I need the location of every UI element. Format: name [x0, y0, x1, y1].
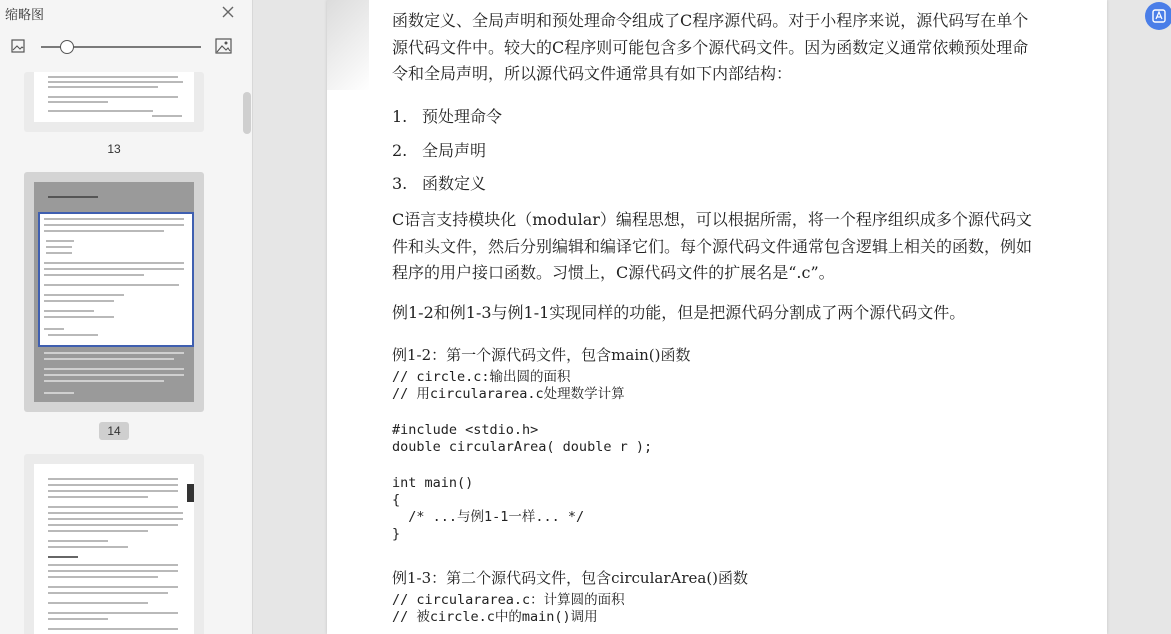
code-line: #include <stdio.h>	[392, 422, 539, 438]
code-line: {	[392, 492, 401, 508]
list-item	[392, 104, 502, 127]
list-text: 预处理命令	[422, 107, 503, 126]
thumbnail-image	[34, 72, 194, 122]
thumbnail-page-15[interactable]	[24, 454, 204, 634]
code-line: /* ...与例1-1一样... */	[392, 509, 585, 525]
code-line: int main()	[392, 475, 474, 491]
list-number: 1.	[392, 107, 408, 126]
example-2-caption: 例1-2：第一个源代码文件，包含main()函数	[392, 346, 691, 364]
large-image-icon[interactable]	[215, 38, 232, 54]
example-3-caption: 例1-3：第二个源代码文件，包含circularArea()函数	[392, 569, 749, 587]
sidebar-scrollbar[interactable]	[243, 92, 251, 134]
intro-paragraph: 函数定义、全局声明和预处理命令组成了C程序源代码。对于小程序来说，源代码写在单个源代码文件中。较大的C程序则可能包含多个源代码文件。因为函数定义通常依赖预处理命令和全局声明，所以源代码文件通常具有如下内部结构：	[392, 11, 1029, 83]
thumbnail-label: 14	[99, 422, 129, 440]
code-line: // 被circle.c中的main()调用	[392, 609, 598, 625]
thumbnail-list	[0, 72, 240, 634]
modular-paragraph: C语言支持模块化（modular）编程思想，可以根据所需，将一个程序组织成多个源代码文件和头文件，然后分别编辑和编译它们。每个源代码文件通常包含逻辑上相关的函数，例如程序的用户接口函数。习惯上，C源代码文件的扩展名是“.c”。	[392, 210, 1033, 282]
page-edge-shadow	[327, 0, 369, 90]
examples-paragraph: 例1-2和例1-3与例1-1实现同样的功能，但是把源代码分割成了两个源代码文件。	[392, 303, 966, 322]
small-image-icon[interactable]	[11, 39, 25, 53]
document-page	[327, 0, 1107, 634]
thumbnail-sidebar	[0, 0, 253, 634]
close-icon[interactable]	[220, 4, 236, 20]
code-line: // 用circulararea.c处理数学计算	[392, 386, 625, 402]
viewport-indicator[interactable]	[38, 212, 194, 347]
zoom-slider-thumb[interactable]	[60, 40, 74, 54]
list-text: 函数定义	[422, 174, 487, 193]
list-item	[392, 171, 486, 194]
thumbnail-image	[34, 464, 194, 634]
thumbnail-tab-marker	[187, 484, 194, 502]
list-item	[392, 138, 486, 161]
translate-icon[interactable]	[1145, 2, 1171, 30]
list-text: 全局声明	[422, 141, 487, 160]
code-line: double circularArea( double r );	[392, 439, 653, 455]
list-number: 2.	[392, 141, 408, 160]
thumbnail-page-13[interactable]	[24, 72, 204, 132]
document-viewer	[254, 0, 1171, 634]
thumbnail-page-14[interactable]	[24, 172, 204, 412]
code-line: // circle.c:输出圆的面积	[392, 369, 571, 385]
list-number: 3.	[392, 174, 408, 193]
thumbnail-label: 13	[107, 142, 121, 156]
thumbnail-zoom-control	[0, 34, 253, 60]
sidebar-title: 缩略图	[5, 7, 45, 22]
code-line: // circulararea.c：计算圆的面积	[392, 592, 625, 608]
code-line: }	[392, 526, 401, 542]
thumbnail-image	[34, 182, 194, 402]
